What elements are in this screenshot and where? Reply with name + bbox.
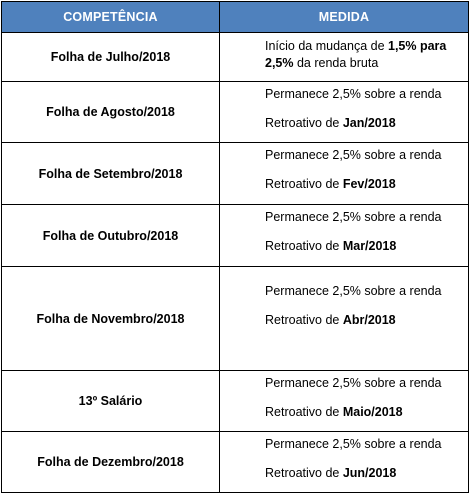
medida-cell — [220, 143, 469, 205]
competencia-cell: Folha de Dezembro/2018 — [2, 432, 220, 493]
medida-cell — [220, 33, 469, 82]
medida-cell — [220, 205, 469, 267]
retroativo-label: Retroativo de — [265, 405, 343, 419]
retroativo-line — [265, 176, 460, 193]
medida-cell — [220, 267, 469, 371]
retroativo-label: Retroativo de — [265, 466, 343, 480]
medidas-table — [1, 1, 469, 493]
retroativo-line — [265, 465, 460, 482]
retroativo-month: Maio/2018 — [342, 405, 403, 419]
medida-line — [265, 55, 460, 72]
retroativo-label: Retroativo de — [265, 116, 343, 130]
retroativo-line — [265, 404, 460, 421]
table-row — [2, 371, 469, 432]
medida-cell — [220, 371, 469, 432]
permanece-text: Permanece 2,5% sobre a renda — [265, 437, 442, 451]
table-row — [2, 267, 469, 371]
permanece-text: Permanece 2,5% sobre a renda — [265, 87, 442, 101]
medida-text: Início da mudança de — [265, 39, 388, 53]
permanece-text: Permanece 2,5% sobre a renda — [265, 148, 442, 162]
medida-bold: 1,5% para — [388, 39, 447, 53]
competencia-cell: 13º Salário — [2, 371, 220, 432]
retroativo-month: Mar/2018 — [342, 239, 397, 253]
medida-line — [265, 38, 460, 55]
table-row — [2, 432, 469, 493]
medida-bold: 2,5% — [265, 56, 294, 70]
table-row — [2, 33, 469, 82]
permanece-text: Permanece 2,5% sobre a renda — [265, 376, 442, 390]
retroativo-month: Jan/2018 — [342, 116, 396, 130]
header-medida: MEDIDA — [220, 2, 469, 33]
table-row — [2, 82, 469, 143]
medida-text: da renda bruta — [293, 56, 379, 70]
table-row — [2, 205, 469, 267]
competencia-cell: Folha de Outubro/2018 — [2, 205, 220, 267]
retroativo-line — [265, 238, 460, 255]
competencia-cell: Folha de Julho/2018 — [2, 33, 220, 82]
retroativo-label: Retroativo de — [265, 239, 343, 253]
retroativo-month: Fev/2018 — [342, 177, 396, 191]
competencia-cell: Folha de Agosto/2018 — [2, 82, 220, 143]
retroativo-month: Abr/2018 — [342, 313, 396, 327]
medida-cell — [220, 432, 469, 493]
medida-cell — [220, 82, 469, 143]
retroativo-label: Retroativo de — [265, 177, 343, 191]
competencia-cell: Folha de Setembro/2018 — [2, 143, 220, 205]
retroativo-month: Jun/2018 — [342, 466, 397, 480]
retroativo-line — [265, 312, 460, 329]
table-row — [2, 143, 469, 205]
retroativo-line — [265, 115, 460, 132]
competencia-cell: Folha de Novembro/2018 — [2, 267, 220, 371]
permanece-text: Permanece 2,5% sobre a renda — [265, 210, 442, 224]
header-competencia: COMPETÊNCIA — [2, 2, 220, 33]
permanece-text: Permanece 2,5% sobre a renda — [265, 284, 442, 298]
header-row — [2, 2, 469, 33]
retroativo-label: Retroativo de — [265, 313, 343, 327]
